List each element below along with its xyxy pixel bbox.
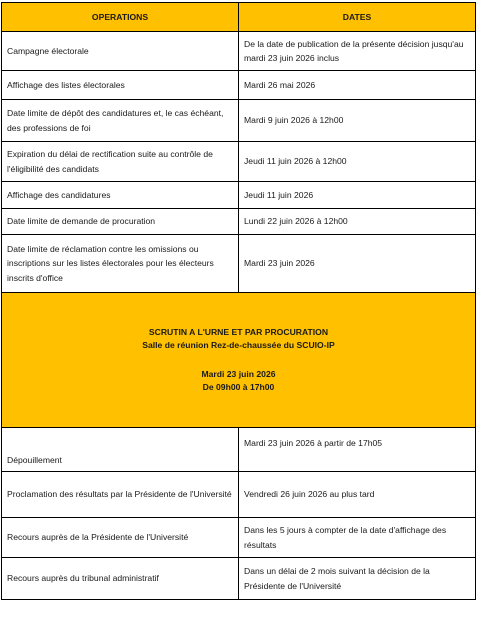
date-cell: Mardi 9 juin 2026 à 12h00	[239, 100, 476, 142]
table-row	[2, 428, 476, 472]
scrutin-band	[2, 293, 476, 428]
band-spacer	[2, 352, 475, 368]
scrutin-band-row	[2, 293, 476, 428]
operation-cell: Affichage des listes électorales	[2, 71, 239, 100]
scrutin-location: Salle de réunion Rez-de-chaussée du SCUIO-IP	[142, 340, 335, 350]
table-row	[2, 209, 476, 235]
date-cell: Dans les 5 jours à compter de la date d'affichage des résultats	[239, 518, 476, 558]
date-cell: Dans un délai de 2 mois suivant la décision de la Présidente de l'Université	[239, 558, 476, 600]
operation-cell: Campagne électorale	[2, 32, 239, 71]
operation-cell: Expiration du délai de rectification suite au contrôle de l'éligibilité des candidats	[2, 142, 239, 182]
operation-cell: Affichage des candidatures	[2, 182, 239, 209]
operation-cell: Recours auprès de la Présidente de l'Université	[2, 518, 239, 558]
table-row	[2, 558, 476, 600]
table-row	[2, 235, 476, 293]
operation-cell: Date limite de réclamation contre les omissions ou inscriptions sur les listes électorales pour les électeurs inscrits d'office	[2, 235, 239, 293]
table-row	[2, 518, 476, 558]
operations-header: OPERATIONS	[2, 3, 239, 32]
table-row	[2, 182, 476, 209]
operation-cell: Date limite de dépôt des candidatures et, le cas échéant, des professions de foi	[2, 100, 239, 142]
operation-cell: Dépouillement	[2, 428, 239, 472]
date-cell: Jeudi 11 juin 2026 à 12h00	[239, 142, 476, 182]
date-cell: Jeudi 11 juin 2026	[239, 182, 476, 209]
table-header-row	[2, 3, 476, 32]
scrutin-date: Mardi 23 juin 2026	[201, 369, 276, 379]
table-row	[2, 32, 476, 71]
date-cell: Vendredi 26 juin 2026 au plus tard	[239, 472, 476, 518]
scrutin-hours: De 09h00 à 17h00	[202, 382, 275, 392]
date-cell: Mardi 23 juin 2026	[239, 235, 476, 293]
table-row	[2, 142, 476, 182]
table-row	[2, 472, 476, 518]
date-cell: Lundi 22 juin 2026 à 12h00	[239, 209, 476, 235]
election-schedule-table	[1, 2, 476, 600]
table-row	[2, 100, 476, 142]
date-cell: De la date de publication de la présente décision jusqu'au mardi 23 juin 2026 inclus	[239, 32, 476, 71]
dates-header: DATES	[239, 3, 476, 32]
operation-cell: Proclamation des résultats par la Présidente de l'Université	[2, 472, 239, 518]
operation-cell: Recours auprès du tribunal administratif	[2, 558, 239, 600]
date-cell: Mardi 23 juin 2026 à partir de 17h05	[239, 428, 476, 472]
operation-cell: Date limite de demande de procuration	[2, 209, 239, 235]
date-cell: Mardi 26 mai 2026	[239, 71, 476, 100]
scrutin-title: SCRUTIN A L'URNE ET PAR PROCURATION	[148, 327, 329, 337]
table-row	[2, 71, 476, 100]
